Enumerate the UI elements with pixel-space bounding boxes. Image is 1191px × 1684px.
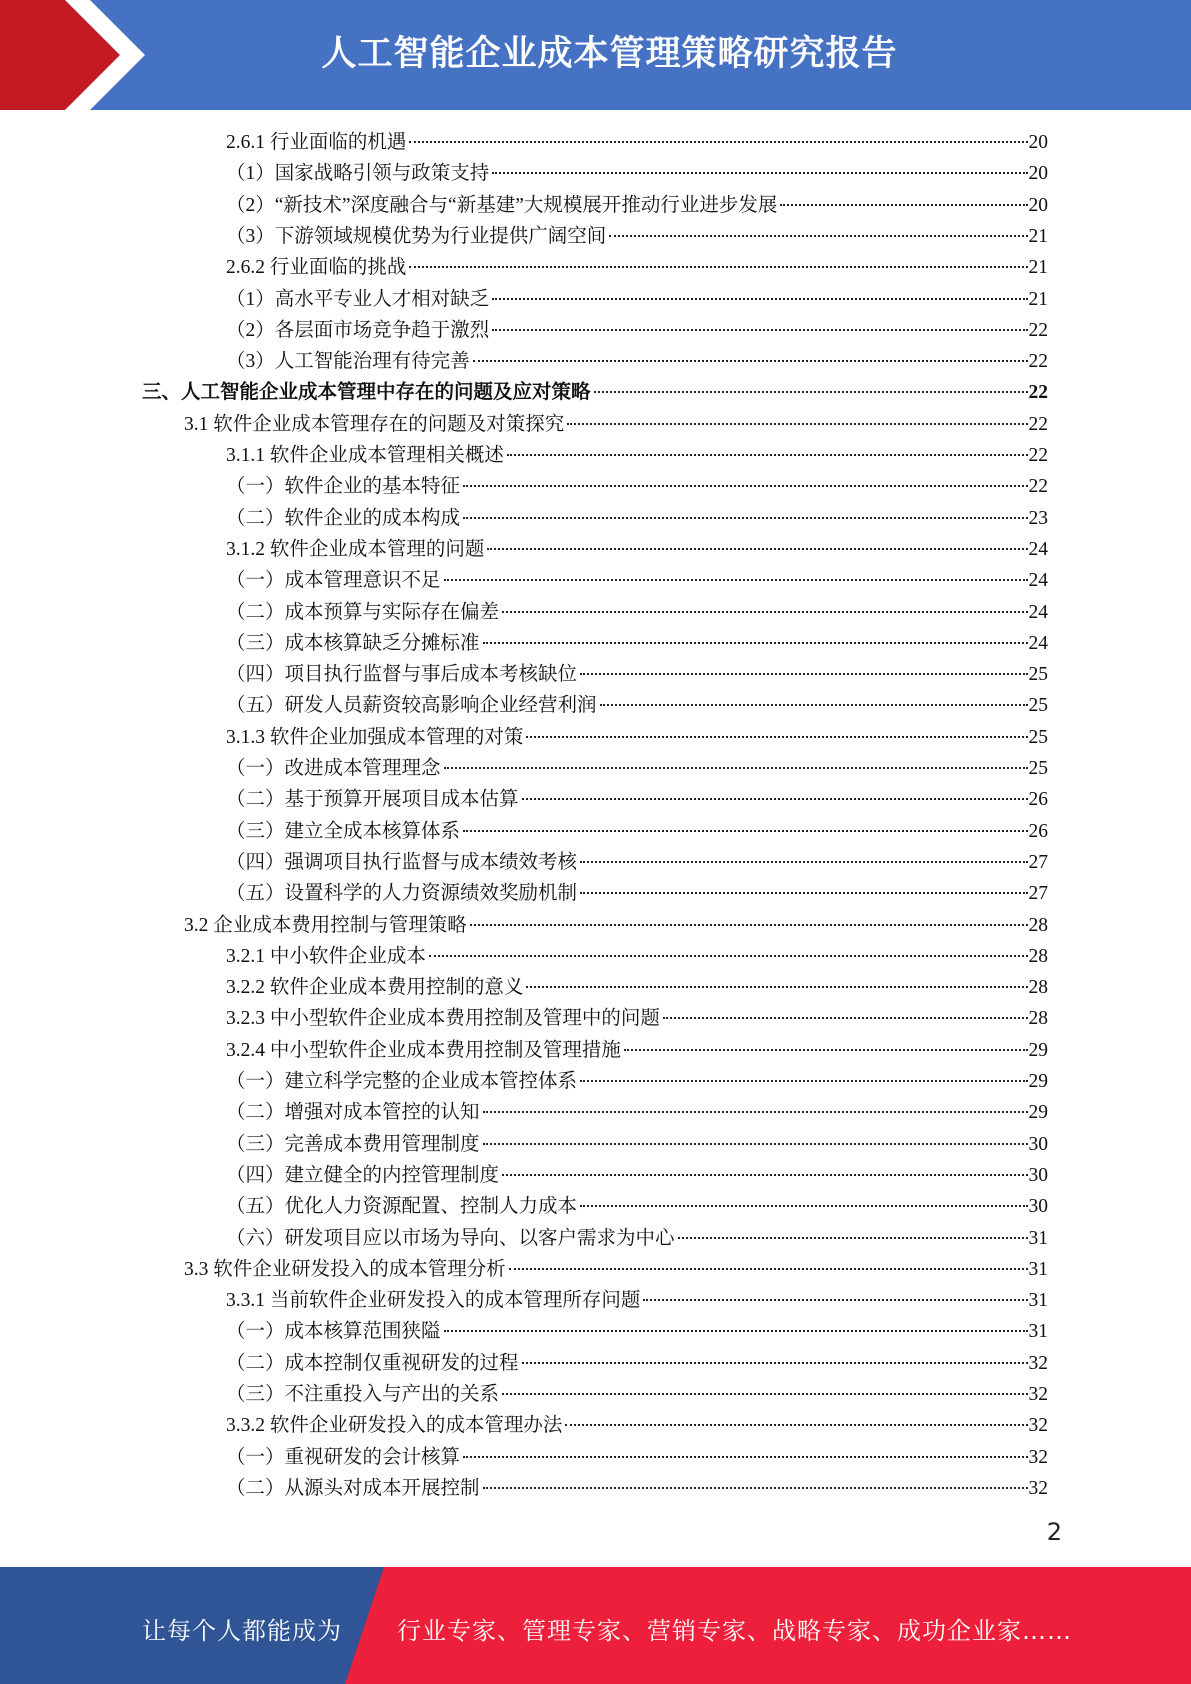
toc-dot-leader [580,1205,1027,1207]
toc-dot-leader [470,924,1028,926]
toc-entry-page: 28 [1028,977,1048,998]
toc-dot-leader [502,1393,1027,1395]
toc-dot-leader [483,1111,1028,1113]
toc-entry-page: 31 [1028,1290,1048,1311]
toc-entry-page: 21 [1028,226,1048,247]
footer-slogan-left: 让每个人都能成为 [142,1617,342,1645]
page-number: 2 [1046,1518,1062,1546]
toc-entry[interactable] [226,127,1048,158]
toc-entry-label: 3.1 软件企业成本管理存在的问题及对策探究 [184,414,565,435]
toc-entry-page: 25 [1028,727,1048,748]
toc-dot-leader [487,548,1027,550]
toc-entry[interactable] [226,158,1048,189]
toc-dot-leader [526,986,1027,988]
toc-entry-label: （2）“新技术”深度融合与“新基建”大规模展开推动行业进步发展 [226,195,778,216]
toc-entry[interactable] [226,471,1048,502]
toc-entry-label: 3.3.1 当前软件企业研发投入的成本管理所存问题 [226,1290,641,1311]
toc-entry-page: 29 [1028,1071,1048,1092]
toc-entry-page: 22 [1028,445,1048,466]
toc-dot-leader [526,736,1027,738]
toc-dot-leader [609,235,1027,237]
toc-entry-page: 20 [1028,163,1048,184]
toc-entry[interactable] [226,597,1048,628]
toc-dot-leader [580,673,1027,675]
page-footer [0,1567,1191,1684]
toc-entry[interactable] [226,1379,1048,1410]
toc-entry-page: 30 [1028,1134,1048,1155]
toc-dot-leader [565,1424,1027,1426]
toc-dot-leader [678,1237,1028,1239]
toc-entry-label: 3.2.1 中小软件企业成本 [226,946,426,967]
toc-dot-leader [567,423,1027,425]
toc-entry[interactable] [226,284,1048,315]
toc-entry-label: （1）高水平专业人才相对缺乏 [226,289,490,310]
toc-entry-page: 32 [1028,1353,1048,1374]
toc-entry-page: 22 [1028,382,1048,403]
toc-entry-page: 24 [1028,633,1048,654]
toc-entry[interactable] [226,440,1048,471]
page-header [0,0,1191,110]
toc-entry-label: （五）设置科学的人力资源绩效奖励机制 [226,883,578,904]
toc-entry[interactable] [226,221,1048,252]
toc-dot-leader [483,642,1028,644]
toc-entry-page: 24 [1028,602,1048,623]
toc-entry[interactable] [226,628,1048,659]
toc-entry[interactable] [226,878,1048,909]
toc-entry-label: （二）软件企业的成本构成 [226,508,461,529]
toc-entry-page: 28 [1028,946,1048,967]
toc-entry-label: 3.2.2 软件企业成本费用控制的意义 [226,977,524,998]
toc-entry-label: （三）不注重投入与产出的关系 [226,1384,500,1405]
toc-entry[interactable] [226,1066,1048,1097]
footer-slogan-right: 行业专家、管理专家、营销专家、战略专家、成功企业家…… [397,1617,1072,1645]
toc-entry-page: 30 [1028,1196,1048,1217]
toc-entry-page: 32 [1028,1447,1048,1468]
toc-entry-label: （四）强调项目执行监督与成本绩效考核 [226,852,578,873]
toc-dot-leader [492,298,1027,300]
toc-dot-leader [473,360,1028,362]
toc-entry-page: 27 [1028,883,1048,904]
toc-dot-leader [444,1330,1028,1332]
toc-entry[interactable] [184,910,1048,941]
toc-entry-label: （2）各层面市场竞争趋于激烈 [226,320,490,341]
toc-dot-leader [522,1362,1028,1364]
toc-dot-leader [624,1049,1028,1051]
toc-dot-leader [492,172,1027,174]
toc-entry-page: 25 [1028,695,1048,716]
toc-entry[interactable] [226,847,1048,878]
toc-dot-leader [444,579,1028,581]
toc-entry-label: （三）成本核算缺乏分摊标准 [226,633,480,654]
toc-entry-page: 23 [1028,508,1048,529]
toc-entry[interactable] [184,409,1048,440]
toc-dot-leader [594,391,1028,393]
document-title: 人工智能企业成本管理策略研究报告 [321,34,898,74]
toc-dot-leader [643,1299,1027,1301]
toc-entry-label: 2.6.1 行业面临的机遇 [226,132,407,153]
toc-entry-label: （二）基于预算开展项目成本估算 [226,789,519,810]
toc-entry-label: 3.1.3 软件企业加强成本管理的对策 [226,727,524,748]
toc-entry[interactable] [226,190,1048,221]
toc-entry-label: （六）研发项目应以市场为导向、以客户需求为中心 [226,1228,675,1249]
toc-entry-label: 3.2 企业成本费用控制与管理策略 [184,915,467,936]
toc-dot-leader [663,1017,1028,1019]
toc-dot-leader [580,1080,1027,1082]
toc-entry-page: 22 [1028,351,1048,372]
toc-entry-page: 20 [1028,132,1048,153]
toc-entry[interactable] [226,1285,1048,1316]
toc-entry[interactable] [226,534,1048,565]
toc-dot-leader [780,204,1027,206]
toc-entry-page: 29 [1028,1102,1048,1123]
toc-entry[interactable] [226,503,1048,534]
toc-entry-label: （3）人工智能治理有待完善 [226,351,470,372]
toc-entry-page: 28 [1028,915,1048,936]
toc-entry-label: （四）建立健全的内控管理制度 [226,1165,500,1186]
toc-entry-page: 32 [1028,1415,1048,1436]
toc-entry-page: 22 [1028,414,1048,435]
toc-entry-page: 22 [1028,476,1048,497]
toc-entry-label: （五）研发人员薪资较高影响企业经营利润 [226,695,597,716]
toc-entry[interactable] [226,1035,1048,1066]
toc-dot-leader [409,141,1027,143]
toc-entry-page: 25 [1028,758,1048,779]
toc-dot-leader [580,892,1027,894]
toc-entry[interactable] [226,1003,1048,1034]
toc-entry[interactable] [226,1442,1048,1473]
toc-dot-leader [444,767,1028,769]
toc-entry-page: 26 [1028,789,1048,810]
toc-dot-leader [463,1456,1027,1458]
toc-entry[interactable] [226,784,1048,815]
toc-entry-label: （二）成本预算与实际存在偏差 [226,602,500,623]
toc-entry-label: （一）成本核算范围狭隘 [226,1321,441,1342]
toc-entry[interactable] [226,1191,1048,1222]
toc-entry[interactable] [226,1410,1048,1441]
toc-entry[interactable] [226,315,1048,346]
toc-entry[interactable] [226,722,1048,753]
toc-entry-label: （一）软件企业的基本特征 [226,476,461,497]
toc-entry-page: 26 [1028,821,1048,842]
toc-entry-page: 31 [1028,1321,1048,1342]
toc-entry-page: 22 [1028,320,1048,341]
toc-entry[interactable] [142,377,1048,408]
toc-dot-leader [409,266,1027,268]
toc-entry[interactable] [226,690,1048,721]
toc-entry[interactable] [226,753,1048,784]
toc-entry-label: （1）国家战略引领与政策支持 [226,163,490,184]
toc-entry-page: 24 [1028,570,1048,591]
toc-entry[interactable] [226,972,1048,1003]
toc-dot-leader [483,1143,1028,1145]
toc-entry-label: （五）优化人力资源配置、控制人力成本 [226,1196,578,1217]
toc-entry-label: 3.1.1 软件企业成本管理相关概述 [226,445,504,466]
toc-entry-page: 31 [1028,1259,1048,1280]
toc-entry-label: （一）重视研发的会计核算 [226,1447,461,1468]
toc-entry-label: 三、人工智能企业成本管理中存在的问题及应对策略 [142,382,591,403]
toc-entry-page: 25 [1028,664,1048,685]
toc-entry-label: （二）成本控制仅重视研发的过程 [226,1353,519,1374]
toc-dot-leader [483,1487,1028,1489]
toc-entry-page: 21 [1028,289,1048,310]
toc-dot-leader [463,485,1027,487]
toc-entry-label: （一）成本管理意识不足 [226,570,441,591]
toc-entry-page: 32 [1028,1384,1048,1405]
toc-dot-leader [509,1268,1028,1270]
toc-entry[interactable] [226,1316,1048,1347]
toc-entry[interactable] [226,1097,1048,1128]
toc-dot-leader [463,517,1027,519]
toc-entry-label: 3.2.4 中小型软件企业成本费用控制及管理措施 [226,1040,621,1061]
toc-entry[interactable] [184,1254,1048,1285]
toc-entry[interactable] [226,941,1048,972]
toc-dot-leader [522,798,1028,800]
toc-entry-page: 30 [1028,1165,1048,1186]
toc-entry[interactable] [226,346,1048,377]
toc-dot-leader [507,454,1028,456]
toc-entry[interactable] [226,659,1048,690]
toc-dot-leader [600,704,1028,706]
toc-entry-page: 28 [1028,1008,1048,1029]
toc-entry-label: 3.2.3 中小型软件企业成本费用控制及管理中的问题 [226,1008,660,1029]
toc-dot-leader [502,611,1027,613]
toc-entry-label: （二）从源头对成本开展控制 [226,1478,480,1499]
toc-entry-page: 32 [1028,1478,1048,1499]
toc-entry-page: 20 [1028,195,1048,216]
toc-entry-label: 3.1.2 软件企业成本管理的问题 [226,539,485,560]
toc-dot-leader [502,1174,1027,1176]
toc-entry[interactable] [226,1473,1048,1504]
toc-entry[interactable] [226,816,1048,847]
toc-dot-leader [429,955,1028,957]
toc-entry[interactable] [226,1348,1048,1379]
toc-entry-page: 21 [1028,257,1048,278]
toc-entry-page: 29 [1028,1040,1048,1061]
toc-entry-label: （四）项目执行监督与事后成本考核缺位 [226,664,578,685]
toc-dot-leader [492,329,1027,331]
toc-entry-label: （3）下游领域规模优势为行业提供广阔空间 [226,226,607,247]
toc-entry-page: 27 [1028,852,1048,873]
toc-dot-leader [580,861,1027,863]
toc-entry[interactable] [226,565,1048,596]
toc-entry-label: （三）建立全成本核算体系 [226,821,461,842]
toc-entry[interactable] [226,1160,1048,1191]
toc-entry-label: 3.3 软件企业研发投入的成本管理分析 [184,1259,506,1280]
toc-entry[interactable] [226,1129,1048,1160]
toc-dot-leader [463,830,1027,832]
toc-entry-page: 31 [1028,1228,1048,1249]
toc-entry-label: 2.6.2 行业面临的挑战 [226,257,407,278]
toc-entry-label: （一）改进成本管理理念 [226,758,441,779]
toc-entry-label: （二）增强对成本管控的认知 [226,1102,480,1123]
toc-entry-page: 24 [1028,539,1048,560]
toc-entry-label: （一）建立科学完整的企业成本管控体系 [226,1071,578,1092]
toc-entry-label: 3.3.2 软件企业研发投入的成本管理办法 [226,1415,563,1436]
toc-entry-label: （三）完善成本费用管理制度 [226,1134,480,1155]
toc-entry[interactable] [226,252,1048,283]
toc-entry[interactable] [226,1223,1048,1254]
